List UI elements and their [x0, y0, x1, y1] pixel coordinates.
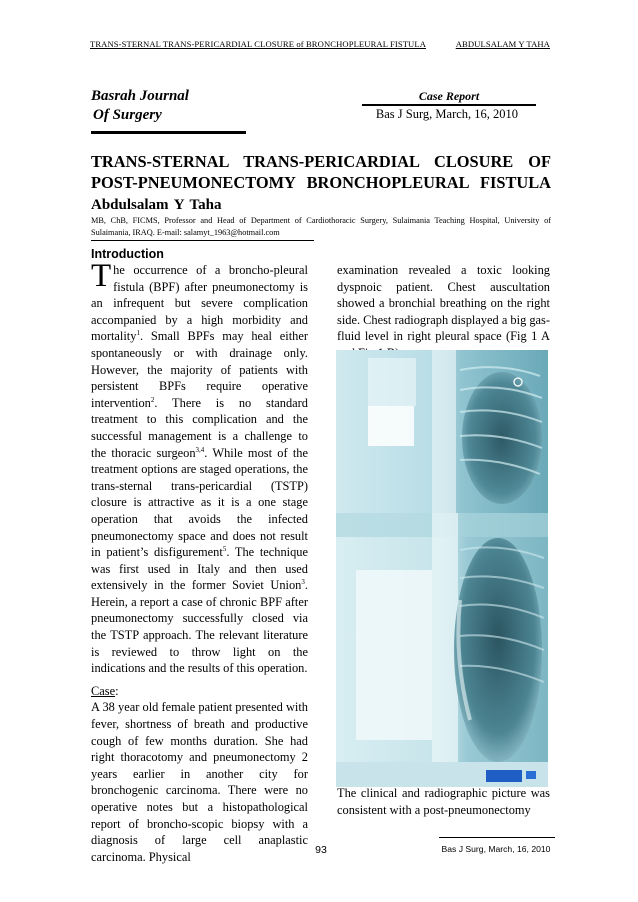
- case-report-label: Case Report: [418, 89, 480, 103]
- case-report-rule: [362, 104, 536, 106]
- journal-rule: [91, 131, 246, 134]
- journal-name-line2: Of Surgery: [93, 107, 162, 123]
- citation-ref-2: 2: [150, 395, 155, 404]
- right-column-text-bottom: The clinical and radiographic picture was consistent with a post-pneumonectomy: [337, 786, 550, 817]
- journal-name: [91, 87, 291, 125]
- article-title: TRANS-STERNAL TRANS-PERICARDIAL CLOSURE OF POST-PNEUMONECTOMY BRONCHOPLEURAL FISTULA: [91, 152, 551, 192]
- intro-text-4: . While most of the treatment options are staged operations, the trans-sternal trans-pericardial (TSTP) closure is attractive as it is a one stage operation that avoids the infected pneumonectomy space and does not result in patient’s disfigurement: [91, 445, 308, 560]
- right-column-text-top: examination revealed a toxic looking dyspnoic patient. Chest auscultation showed a bronchial breathing on the right side. Chest radiograph displayed a big gas-fluid level in right pleural space (Fig 1 A: [337, 263, 551, 344]
- figure-chest-radiographs: [336, 350, 548, 787]
- running-head: [90, 39, 550, 49]
- introduction-paragraph: [91, 258, 309, 677]
- author-name: Abdulsalam Y Taha: [91, 197, 222, 213]
- author-affiliation: MB, ChB, FICMS, Professor and Head of Department of Cardiothoracic Surgery, Sulaimania Teaching Hospital, University of Sulaimania, IRAQ. E-mail: salamyt_1963@hotmail.com: [91, 216, 551, 237]
- case-colon: :: [115, 683, 119, 698]
- drop-cap: T: [91, 258, 112, 294]
- citation-ref-1: 1: [136, 329, 140, 338]
- footer-citation: Bas J Surg, March, 16, 2010: [441, 844, 551, 854]
- citation-ref-3: 3,4: [195, 445, 205, 454]
- introduction-heading: Introduction: [91, 247, 164, 261]
- left-column: [91, 258, 309, 865]
- radiograph-fig-1b: [336, 513, 548, 787]
- running-head-title: TRANS-STERNAL TRANS-PERICARDIAL CLOSURE of BRONCHOPLEURAL FISTULA: [90, 39, 427, 49]
- intro-text-6: . Herein, a report a case of chronic BPF after pneumonectomy successfully closed via the TSTP approach. The relevant literature is reviewed to throw light on the indications and the results of this operation.: [91, 578, 308, 676]
- case-heading: [91, 683, 308, 700]
- citation-ref-4: 5: [222, 545, 227, 554]
- intro-text-5: . The technique was first used in Italy and then used extensively in the former Soviet Union: [91, 545, 309, 593]
- journal-name-line1: Basrah Journal: [91, 88, 189, 104]
- citation-ref-5: 3: [301, 578, 305, 587]
- case-label: Case: [91, 683, 116, 698]
- intro-text-2: . Small BPFs may heal either spontaneously or with drainage only. However, the majority of patients with persistent BPFs require operative intervention: [91, 329, 308, 410]
- radiograph-fig-1a: [336, 350, 548, 513]
- case-paragraph: A 38 year old female patient presented with fever, shortness of breath and productive cough of few months duration. She had right thoracotomy and pneumonectomy 2 years earlier in another city for bronchogenic carcinoma. There were no operative notes but a histopathological report of broncho-scopic biopsy with a diagnosis of large cell anaplastic carcinoma. Physical: [91, 700, 308, 864]
- intro-text-3: . There is no standard treatment to this complication and the successful management is a challenge to the thoracic surgeon: [91, 395, 308, 460]
- intro-text-1: he occurrence of a broncho-pleural fistula (BPF) after pneumonectomy is an infrequent but severe complication accompanied by a high morbidity and mortality: [91, 263, 308, 344]
- page-number: 93: [315, 844, 327, 856]
- running-head-author: ABDULSALAM Y TAHA: [455, 39, 550, 49]
- case-report-citation: Bas J Surg, March, 16, 2010: [375, 107, 519, 121]
- footer-rule: [439, 837, 555, 838]
- affiliation-rule: [91, 240, 314, 241]
